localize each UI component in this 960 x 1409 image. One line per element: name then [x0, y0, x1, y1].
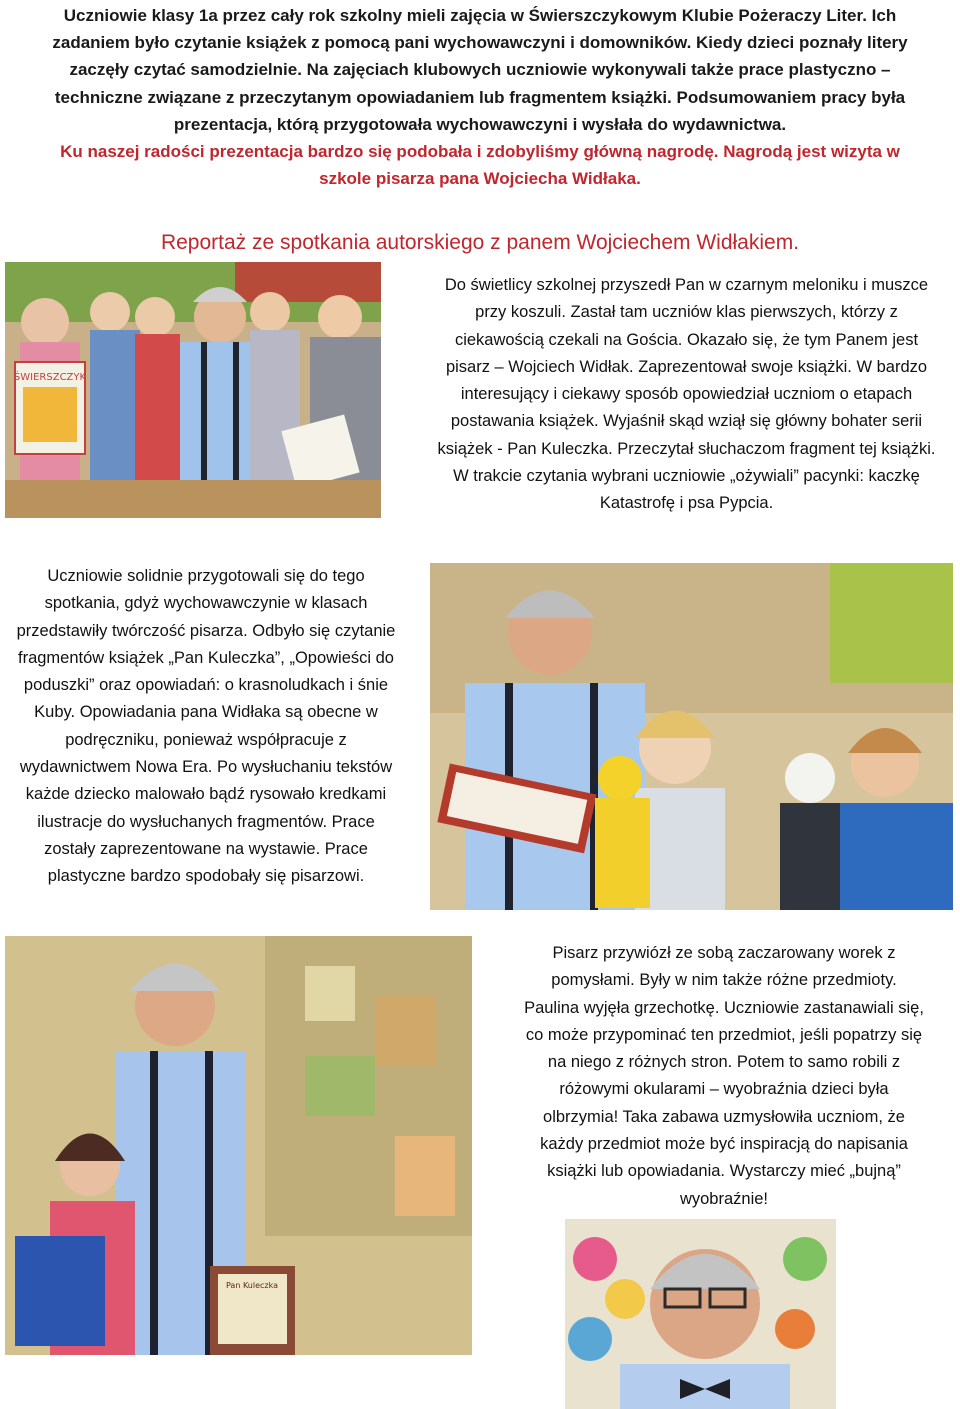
section1-line: ciekawością czekali na Gościa. Okazało się, że tym Panem jest: [454, 330, 919, 349]
photo-author-reading-with-puppets: [430, 563, 953, 910]
photo-group-with-author: [5, 262, 381, 518]
section3-line: pomysłami. Były w nim także różne przedmioty.: [551, 971, 897, 990]
book-cover-title: ŚWIERSZCZYK: [13, 372, 87, 383]
section1-line: postawania książek. Wyjaśnił skąd wziął się główny bohater serii: [450, 412, 923, 431]
section2-line: Kuby. Opowiadania pana Widłaka są obecne w: [34, 703, 378, 722]
section2-line: przedstawiły twórczość pisarza. Odbyło się czytanie: [16, 621, 396, 640]
section2-line: spotkania, gdyż wychowawczynie w klasach: [44, 594, 368, 613]
section3-line: olbrzymia! Taka zabawa uzmysłowiła uczniom, że: [543, 1107, 905, 1126]
section2-line: Uczniowie solidnie przygotowali się do tego: [47, 567, 365, 585]
section2-line: ilustracje do wysłuchanych fragmentów. Prace: [37, 812, 375, 831]
section1-line: Katastrofę i psa Pypcia.: [599, 494, 774, 513]
section1-line: pisarz – Wojciech Widłak. Zaprezentował swoje książki. W bardzo: [445, 357, 928, 376]
section3-line: książki lub opowiadania. Wystarczy mieć „bujną”: [547, 1162, 901, 1181]
section1-line: przy koszuli. Zastał tam uczniów klas pierwszych, którzy z: [475, 303, 898, 322]
intro-line: prezentacja, którą przygotowała wychowawczyni i wysłała do wydawnictwa.: [173, 114, 787, 134]
intro-paragraph: [40, 2, 920, 192]
section3-line: Paulina wyjęła grzechotkę. Uczniowie zastanawiali się,: [524, 998, 924, 1017]
section1-text: [418, 272, 955, 518]
photo-author-with-girl: [5, 936, 472, 1355]
section2-line: plastyczne bardzo spodobały się pisarzowi.: [47, 867, 365, 886]
section2-line: każde dziecko malowało bądź rysowało kredkami: [25, 785, 387, 804]
section1-line: książek - Pan Kuleczka. Przeczytał słuchaczom fragment tej książki.: [437, 439, 936, 458]
section1-line: W trakcie czytania wybrani uczniowie „ożywiali” pacynki: kaczkę: [453, 467, 920, 486]
photo-author-portrait: [565, 1219, 836, 1409]
section2-line: poduszki” oraz opowiadań: o krasnoludkach i śnie: [23, 676, 389, 695]
section3-line: różowymi okularami – wyobraźnia dzieci była: [559, 1080, 889, 1099]
section3-text: [498, 940, 950, 1213]
intro-line-highlight: Ku naszej radości prezentacja bardzo się podobała i zdobyliśmy główną nagrodę. Nagrodą jest wizyta w: [60, 142, 900, 162]
section3-line: na niego z różnych stron. Potem to samo robili z: [547, 1053, 901, 1072]
section2-line: fragmentów książek „Pan Kuleczka”, „Opowieści do: [18, 648, 394, 667]
section2-line: podręczniku, ponieważ współpracuje z: [65, 730, 347, 749]
intro-line: Uczniowie klasy 1a przez cały rok szkolny mieli zajęcia w Świerszczykowym Klubie Pożeraczy Liter. Ich: [63, 6, 897, 25]
section1-line: interesujący i ciekawy sposób opowiedział uczniom o etapach: [460, 385, 913, 404]
section3-line: Pisarz przywiózł ze sobą zaczarowany worek z: [552, 944, 896, 962]
section2-line: zostały zaprezentowane na wystawie. Prace: [44, 839, 368, 858]
section2-text: [0, 563, 412, 891]
section1-line: Do świetlicy szkolnej przyszedł Pan w czarnym meloniku i muszce: [444, 276, 929, 294]
section3-line: każdy przedmiot może być inspiracją do napisania: [540, 1135, 908, 1154]
section2-line: wydawnictwem Nowa Era. Po wysłuchaniu tekstów: [19, 758, 393, 777]
intro-line: zadaniem było czytanie książek z pomocą pani wychowawczyni i domowników. Kiedy dzieci poznały litery: [52, 33, 908, 53]
section3-line: wyobraźnie!: [679, 1189, 769, 1208]
intro-line-highlight: szkole pisarza pana Wojciecha Widłaka.: [319, 169, 641, 189]
intro-line: techniczne związane z przeczytanym opowiadaniem lub fragmentem książki. Podsumowaniem pracy była: [54, 87, 906, 107]
report-heading: Reportaż ze spotkania autorskiego z panem Wojciechem Widłakiem.: [160, 231, 800, 254]
intro-line: zaczęły czytać samodzielnie. Na zajęciach klubowych uczniowie wykonywali także prace plastyczno –: [69, 60, 891, 80]
small-book-title: Pan Kuleczka: [225, 1281, 279, 1290]
section3-line: co może przypominać ten przedmiot, jeśli popatrzy się: [525, 1025, 923, 1044]
